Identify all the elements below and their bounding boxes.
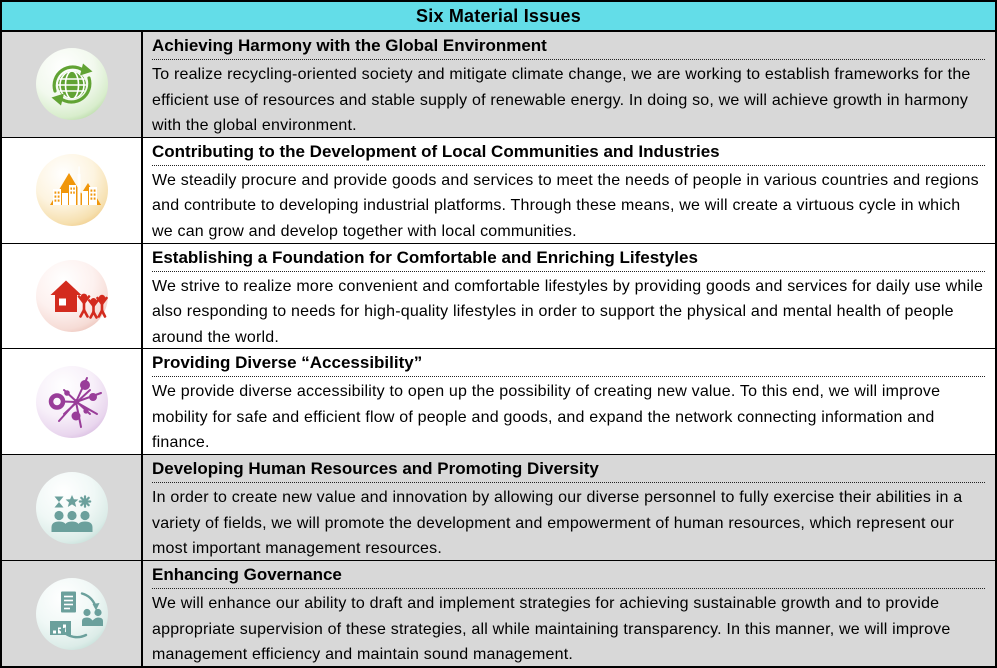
people-talents-icon (34, 470, 110, 546)
row-governance-body: We will enhance our ability to draft and implement strategies for achieving sustainable growth and to provide appropriate supervision of these strategies, all while maintaining transparency. In this manner, we will improve management efficiency and maintain sound management. (152, 595, 951, 664)
row-accessibility-title: Providing Diverse “Accessibility” (152, 350, 985, 377)
row-lifestyles-text-cell (143, 244, 995, 349)
row-human-resources-title: Developing Human Resources and Promoting Diversity (152, 456, 985, 483)
globe-recycle-icon (34, 46, 110, 122)
row-environment-icon-cell (2, 32, 143, 137)
row-lifestyles-title: Establishing a Foundation for Comfortable and Enriching Lifestyles (152, 245, 985, 272)
row-communities-title: Contributing to the Development of Local Communities and Industries (152, 139, 985, 166)
row-accessibility-icon-cell (2, 349, 143, 454)
table-title: Six Material Issues (416, 5, 581, 26)
row-human-resources (2, 455, 995, 561)
row-communities-body: We steadily procure and provide goods and services to meet the needs of people in various countries and regions and contribute to developing industrial platforms. Through these means, we will create a virtuous cycle in which we can grow and develop together with local communities. (152, 171, 979, 240)
row-governance (2, 561, 995, 666)
table-header (2, 2, 995, 32)
row-governance-icon-cell (2, 561, 143, 666)
row-human-resources-text-cell (143, 455, 995, 560)
row-environment (2, 32, 995, 138)
row-accessibility-body: We provide diverse accessibility to open up the possibility of creating new value. To this end, we will improve mobility for safe and efficient flow of people and goods, and expand the network connecting information and finance. (152, 383, 941, 452)
row-environment-text-cell (143, 32, 995, 137)
row-lifestyles-icon-cell (2, 244, 143, 349)
city-mountains-icon (34, 152, 110, 228)
row-communities-icon-cell (2, 138, 143, 243)
row-governance-title: Enhancing Governance (152, 562, 985, 589)
network-nodes-icon (34, 364, 110, 440)
row-environment-body: To realize recycling-oriented society and mitigate climate change, we are working to establish frameworks for the efficient use of resources and stable supply of renewable energy. In doing so, we will achieve growth in harmony with the global environment. (152, 66, 971, 134)
row-lifestyles-body: We strive to realize more convenient and comfortable lifestyles by providing goods and services for daily use while also responding to needs for high-quality lifestyles in order to support the physical and mental health of people around the world. (152, 277, 984, 346)
row-communities (2, 138, 995, 244)
row-environment-title: Achieving Harmony with the Global Environment (152, 33, 985, 60)
row-accessibility (2, 349, 995, 455)
governance-cycle-icon (34, 576, 110, 652)
row-governance-text-cell (143, 561, 995, 666)
row-human-resources-icon-cell (2, 455, 143, 560)
row-accessibility-text-cell (143, 349, 995, 454)
row-human-resources-body: In order to create new value and innovation by allowing our diverse personnel to fully exercise their abilities in a variety of fields, we will promote the development and empowerment of human resources, which represent our most important management resources. (152, 489, 963, 558)
row-lifestyles (2, 244, 995, 350)
row-communities-text-cell (143, 138, 995, 243)
house-family-icon (34, 258, 110, 334)
